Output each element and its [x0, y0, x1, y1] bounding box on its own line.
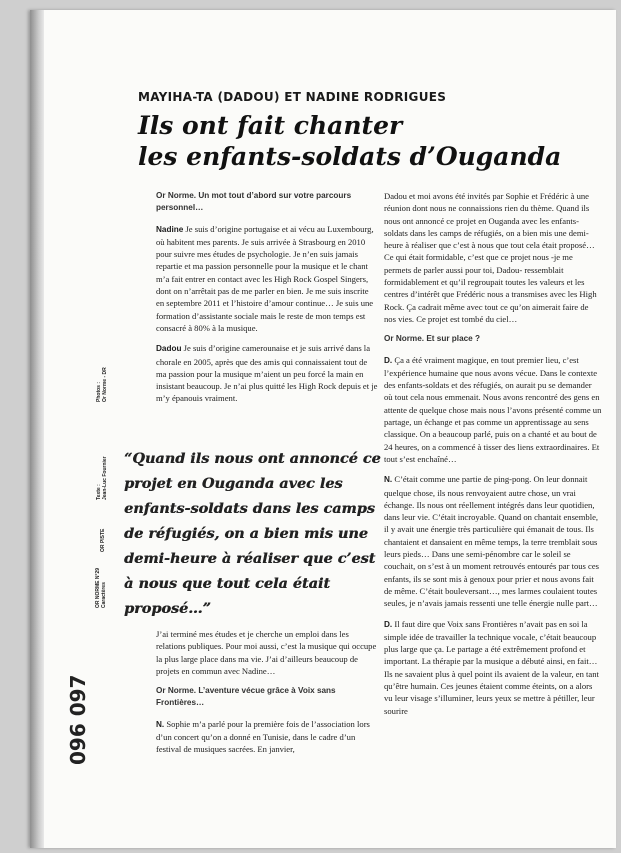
magazine-page [30, 10, 616, 848]
headline-line-2: les enfants-soldats d’Ouganda [138, 142, 562, 171]
pull-quote: “Quand ils nous ont annoncé ce projet en Ouganda avec les enfants-soldats dans les camps de réfugiés, on a bien mis une demi-heure à réaliser que c’est à nous que tout cela était proposé…” [124, 450, 381, 617]
speaker-name: D. [384, 355, 393, 365]
magazine-issue [95, 568, 107, 608]
interview-answer [384, 473, 602, 609]
answer-text: C’était comme une partie de ping-pong. On leur donnait quelque chose, ils nous renvoyaient autre chose, un vrai échange. Ils nous ont réellement intégrés dans leur quotidien, dans leur vie. C’était incroyable. Quand on chantait ensemble, il y avait une énergie très particulière qui émanait de tous. Ils chantaient et dansaient en même temps, la terre tremblait sous leurs pieds… Dans une semi-pénombre car le soleil se couchait, on s’est à un moment retrouvés entourés par tous ces enfants, ils se sont mis à genoux pour prier et nous avons fait de même. C’était bouleversant…, mes larmes coulaient toutes seules, je n’avais jamais ressenti une telle énergie nulle part… [384, 474, 600, 609]
interview-answer: J’ai terminé mes études et je cherche un emploi dans les relations publiques. Pour moi aussi, c’est la musique qui occupe la plus large place dans ma vie. J’ai d’ailleurs beaucoup de projets en commun avec Nadine… [156, 629, 377, 676]
interview-answer [384, 618, 602, 717]
headline-line-1: Ils ont fait chanter [138, 111, 403, 140]
magazine-issue-line2: Caractères [101, 582, 107, 608]
right-column [384, 190, 602, 725]
interview-answer [156, 342, 378, 404]
answer-text: Je suis d’origine camerounaise et je suis arrivé dans la chorale en 2005, après que des amis qui connaissaient tout de ma passion pour la musique m’aient un peu forcé la main en insistant beaucoup. Je n’ai plus quitté les High Rock depuis et je m’y épanouis vraiment. [156, 343, 378, 404]
photo-credit-name: Or Norme - DR [102, 367, 108, 402]
interview-question: Or Norme. L’aventure vécue grâce à Voix sans Frontières… [156, 686, 336, 708]
answer-text: Ça a été vraiment magique, en tout premier lieu, c’est l’expérience humaine que nous avons vécue. Dans le contexte des enfants-soldats et des réfugiés, on aurait pu se demander où tout cela nous emmenait. Nous avons rencontré des gens en attente de quelque chose mais nous l’avons présenté comme un partage, un échange et pas comme un apprentissage au sens classique. On a beaucoup parlé, puis on a chanté et au bout de 24 heures, on a commencé à tisser des liens extraordinaires. Et tout s’est enchaîné… [384, 354, 602, 464]
section-label: OR PISTE [100, 528, 106, 552]
article-kicker: MAYIHA-TA (DADOU) ET NADINE RODRIGUES [138, 90, 447, 104]
answer-text: Sophie m’a parlé pour la première fois de l’association lors d’un concert qu’on a donné en Tunisie, dans le cadre d’un festival de musiques sacrées. En janvier, [156, 718, 370, 755]
text-credit-label: Texte : [96, 484, 102, 500]
speaker-name: N. [384, 475, 393, 485]
article-headline [138, 110, 598, 172]
interview-answer [156, 718, 378, 756]
interview-question: Or Norme. Et sur place ? [384, 334, 481, 344]
text-credit-author: Jean-Luc Fournier [102, 456, 108, 500]
interview-question: Or Norme. Un mot tout d’abord sur votre parcours personnel… [156, 191, 352, 213]
left-column-bottom [156, 628, 378, 764]
photo-credit [96, 367, 108, 402]
photo-credit-label: Photos : [96, 382, 102, 402]
interview-answer [384, 354, 602, 466]
answer-text: Il faut dire que Voix sans Frontières n’avait pas en soi la simple idée de travailler la technique vocale, c’était beaucoup plus large que ça. Le partage a été extrêmement profond et important. La thérapie par la musique a débuté ainsi, en fait… Ils ne savaient plus à quel point ils avaient de la valeur, en tant qu’être humain. Ces jeunes étaient comme éteints, on a alors vu leur visage s’illuminer, leurs yeux se mettre à pétiller, leur sourire [384, 618, 599, 716]
page-folio: 096 097 [66, 674, 90, 765]
interview-answer [156, 223, 378, 335]
interview-answer: Dadou et moi avons été invités par Sophie et Frédéric à une réunion dont nous ne connaissions rien du thème. Quand ils nous ont annoncé ce projet en Ouganda avec les enfants-soldats dans les camps de réfugiés, on a bien mis une demi-heure à réaliser que c’est à nous que tout cela était proposé… Ce qui était formidable, c’est que ce projet nous -je me permets de parler aussi pour toi, Dadou- ressemblait formidablement et qu’il regroupait toutes les valeurs et les centres d’intérêt que Frédéric nous a transmises avec les High Rock. Ça cadrait même avec tout ce qu’on aimerait faire de nos vies. Ce projet est tombé du ciel… [384, 191, 597, 324]
speaker-name: D. [384, 619, 393, 629]
text-credit [96, 456, 108, 500]
answer-text: Je suis d’origine portugaise et ai vécu au Luxembourg, où habitent mes parents. Je suis arrivée à Strasbourg en 2010 pour suivre mes études de psychologie. Je n’en suis jamais repartie et ma passion personnelle pour la musique et le chant m’a fait entrer en contact avec les High Rock Gospel Singers, dont on n’arrêtait pas de me parler en bien. Je me suis inscrite en septembre 2011 et l’histoire d’amour continue… Je suis une formation d’assistante sociale mais le reste de mon temps est consacré à 80% à la musique. [156, 223, 374, 333]
speaker-name: N. [156, 719, 165, 729]
left-column-top [156, 190, 378, 413]
page-spine [30, 10, 44, 848]
magazine-issue-line1: OR NORME N°29 [95, 567, 101, 608]
speaker-name: Dadou [156, 344, 182, 354]
speaker-name: Nadine [156, 224, 184, 234]
sidebar-credits [66, 180, 126, 840]
